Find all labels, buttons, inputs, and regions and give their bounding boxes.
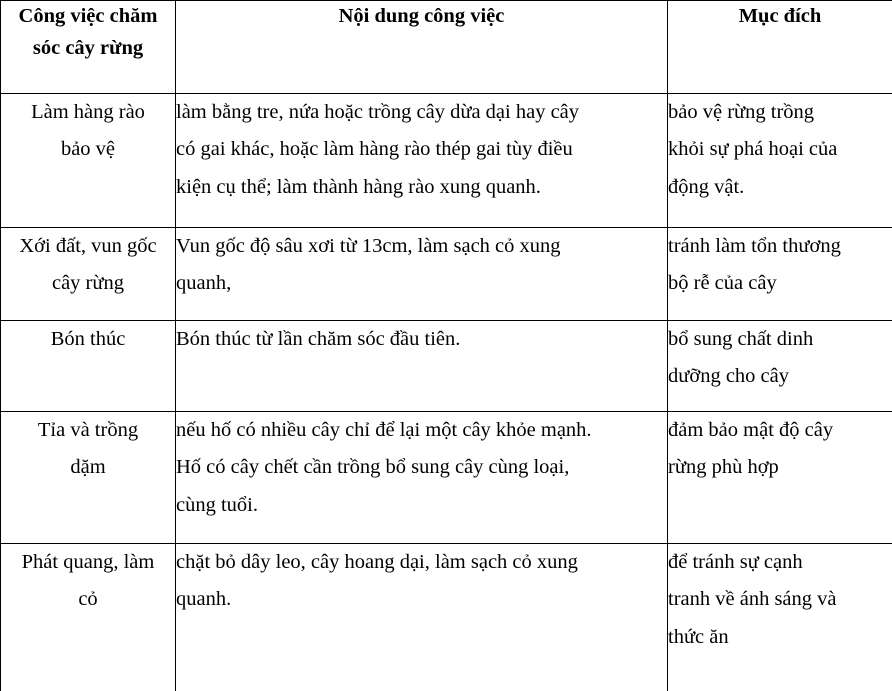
cell-task xyxy=(1,544,176,691)
cell-purpose-line: rừng phù hợp xyxy=(668,456,779,479)
table-body xyxy=(1,94,892,691)
cell-content-line: làm bằng tre, nứa hoặc trồng cây dừa dại hay cây xyxy=(176,101,580,123)
cell-purpose xyxy=(668,228,892,321)
column-header-purpose xyxy=(668,1,892,94)
cell-purpose-line: bổ sung chất dinh xyxy=(668,328,814,350)
column-header-task xyxy=(1,1,176,94)
cell-content xyxy=(176,321,668,412)
table-row xyxy=(1,94,892,228)
cell-purpose xyxy=(668,412,892,544)
cell-purpose-line: động vật. xyxy=(668,175,745,198)
cell-purpose-line: đảm bảo mật độ cây xyxy=(668,419,834,441)
cell-content-line: nếu hố có nhiều cây chỉ để lại một cây khỏe mạnh. xyxy=(176,419,592,441)
cell-purpose-line: thức ăn xyxy=(668,625,729,648)
cell-task-line: cây rừng xyxy=(51,272,124,295)
cell-content-line: chặt bỏ dây leo, cây hoang dại, làm sạch cỏ xung xyxy=(176,551,578,573)
table-header-row xyxy=(1,1,892,94)
table-row xyxy=(1,228,892,321)
cell-content-line: Bón thúc từ lần chăm sóc đầu tiên. xyxy=(176,328,461,350)
cell-content-line: quanh. xyxy=(176,588,232,611)
column-header-task-line-2: sóc cây rừng xyxy=(32,36,144,59)
column-header-task-line-1: Công việc chăm xyxy=(18,5,158,27)
cell-task-line: Làm hàng rào xyxy=(31,101,145,123)
table-header xyxy=(1,1,892,94)
cell-task-line: cỏ xyxy=(78,588,98,611)
cell-purpose xyxy=(668,544,892,691)
table-row xyxy=(1,412,892,544)
cell-content xyxy=(176,412,668,544)
cell-purpose-line: khỏi sự phá hoại của xyxy=(668,138,838,161)
column-header-content-line-1: Nội dung công việc xyxy=(338,5,505,27)
cell-task-line: Tỉa và trồng xyxy=(37,419,139,441)
cell-task-line: bảo vệ xyxy=(60,138,116,161)
cell-purpose-line: tranh về ánh sáng và xyxy=(668,588,837,611)
cell-purpose xyxy=(668,94,892,228)
cell-purpose-line: để tránh sự cạnh xyxy=(668,551,803,573)
cell-purpose xyxy=(668,321,892,412)
cell-purpose-line: dưỡng cho cây xyxy=(668,365,789,388)
cell-task-line: dặm xyxy=(70,456,106,479)
cell-task-line: Xới đất, vun gốc xyxy=(19,235,157,257)
cell-content-line: Vun gốc độ sâu xơi từ 13cm, làm sạch cỏ xung xyxy=(176,235,561,257)
cell-content-line: cùng tuổi. xyxy=(176,493,258,516)
cell-content-line: Hố có cây chết cần trồng bổ sung cây cùng loại, xyxy=(176,456,570,479)
cell-content xyxy=(176,94,668,228)
table-row xyxy=(1,321,892,412)
cell-task-line: Phát quang, làm xyxy=(21,551,155,573)
cell-content xyxy=(176,228,668,321)
column-header-purpose-line-1: Mục đích xyxy=(738,5,822,27)
cell-task xyxy=(1,412,176,544)
cell-content-line: có gai khác, hoặc làm hàng rào thép gai tùy điều xyxy=(176,138,573,161)
cell-task xyxy=(1,94,176,228)
cell-task xyxy=(1,321,176,412)
cell-task xyxy=(1,228,176,321)
column-header-content xyxy=(176,1,668,94)
cell-purpose-line: bảo vệ rừng trồng xyxy=(668,101,815,123)
cell-content-line: quanh, xyxy=(176,272,232,295)
cell-content xyxy=(176,544,668,691)
cell-purpose-line: tránh làm tổn thương xyxy=(668,235,841,257)
cell-content-line: kiện cụ thể; làm thành hàng rào xung quanh. xyxy=(176,175,541,198)
cell-task-line: Bón thúc xyxy=(50,328,126,350)
cell-purpose-line: bộ rễ của cây xyxy=(668,272,777,295)
table-row xyxy=(1,544,892,691)
